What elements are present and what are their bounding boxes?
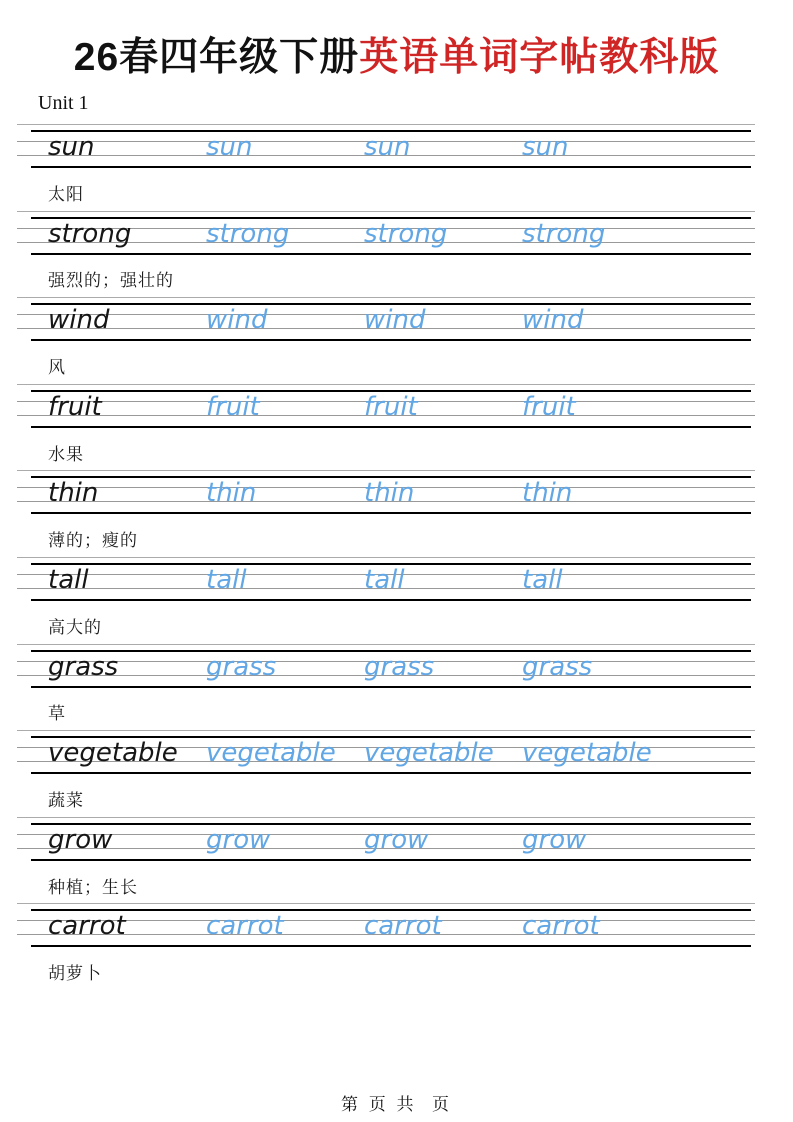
trace-word-3: fruit — [522, 391, 576, 422]
trace-word-1: grass — [206, 651, 277, 682]
trace-word-3: carrot — [522, 911, 600, 942]
trace-word-2: carrot — [364, 911, 442, 942]
guide-line-upper — [17, 470, 755, 471]
trace-word-2: strong — [364, 218, 448, 249]
guide-line-upper — [17, 211, 755, 212]
practice-row — [48, 650, 751, 688]
practice-row — [48, 476, 751, 514]
trace-word-3: grass — [522, 651, 593, 682]
word-block — [31, 303, 751, 390]
trace-word-3: strong — [522, 218, 606, 249]
word-meaning: 水果 — [48, 444, 84, 465]
trace-word-3: wind — [522, 305, 584, 336]
practice-word: wind — [48, 305, 110, 336]
practice-row — [48, 217, 751, 255]
word-block — [31, 736, 751, 823]
word-block — [31, 476, 751, 563]
writing-guide — [31, 217, 751, 255]
trace-word-3: grow — [522, 824, 587, 855]
trace-word-2: tall — [364, 564, 405, 595]
practice-word: tall — [48, 564, 89, 595]
trace-word-1: grow — [206, 824, 271, 855]
writing-guide — [31, 476, 751, 514]
guide-line-upper — [17, 297, 755, 298]
word-practice-sheet — [31, 130, 751, 996]
page-footer: 第 页 共 页 — [341, 1095, 452, 1114]
practice-row — [48, 130, 751, 168]
word-block — [31, 823, 751, 910]
guide-line-upper — [17, 903, 755, 904]
trace-word-2: grass — [364, 651, 435, 682]
practice-word: thin — [48, 478, 99, 509]
trace-word-1: vegetable — [206, 738, 336, 769]
practice-row — [48, 823, 751, 861]
word-block — [31, 390, 751, 477]
trace-word-3: sun — [522, 132, 569, 162]
practice-word: vegetable — [48, 738, 178, 769]
word-block — [31, 650, 751, 737]
practice-word: grow — [48, 824, 113, 855]
word-meaning: 强烈的；强壮的 — [48, 271, 174, 292]
trace-word-3: thin — [522, 478, 573, 509]
practice-row — [48, 736, 751, 774]
trace-word-1: sun — [206, 132, 253, 162]
word-meaning: 蔬菜 — [48, 790, 84, 811]
word-meaning: 薄的；瘦的 — [48, 531, 138, 552]
word-block — [31, 909, 751, 996]
trace-word-2: sun — [364, 132, 411, 162]
page-title — [0, 26, 793, 82]
word-meaning: 风 — [48, 357, 66, 378]
word-meaning: 胡萝卜 — [48, 964, 102, 985]
title-red-part: 英语单词字帖教科版 — [359, 36, 720, 79]
writing-guide — [31, 563, 751, 601]
trace-word-3: vegetable — [522, 738, 652, 769]
trace-word-2: wind — [364, 305, 426, 336]
practice-row — [48, 303, 751, 341]
title-black-part: 26春四年级下册 — [73, 36, 360, 79]
practice-word: carrot — [48, 911, 126, 942]
trace-word-2: grow — [364, 824, 429, 855]
practice-row — [48, 563, 751, 601]
writing-guide — [31, 390, 751, 428]
writing-guide — [31, 823, 751, 861]
practice-word: grass — [48, 651, 119, 682]
practice-word: fruit — [48, 391, 102, 422]
writing-guide — [31, 303, 751, 341]
guide-line-upper — [17, 557, 755, 558]
word-block — [31, 217, 751, 304]
word-block — [31, 563, 751, 650]
practice-row — [48, 909, 751, 947]
writing-guide — [31, 130, 751, 168]
unit-label: Unit 1 — [38, 92, 89, 114]
guide-line-upper — [17, 730, 755, 731]
trace-word-2: vegetable — [364, 738, 494, 769]
trace-word-3: tall — [522, 564, 563, 595]
word-block — [31, 130, 751, 217]
trace-word-1: strong — [206, 218, 290, 249]
practice-word: sun — [48, 132, 95, 162]
word-meaning: 太阳 — [48, 184, 84, 205]
guide-line-upper — [17, 384, 755, 385]
trace-word-1: tall — [206, 564, 247, 595]
writing-guide — [31, 909, 751, 947]
trace-word-1: wind — [206, 305, 268, 336]
writing-guide — [31, 650, 751, 688]
practice-word: strong — [48, 218, 132, 249]
word-meaning: 草 — [48, 704, 66, 725]
trace-word-2: thin — [364, 478, 415, 509]
trace-word-1: thin — [206, 478, 257, 509]
word-meaning: 高大的 — [48, 617, 102, 638]
guide-line-upper — [17, 644, 755, 645]
guide-line-upper — [17, 124, 755, 125]
trace-word-1: carrot — [206, 911, 284, 942]
trace-word-2: fruit — [364, 391, 418, 422]
practice-row — [48, 390, 751, 428]
guide-line-upper — [17, 817, 755, 818]
writing-guide — [31, 736, 751, 774]
word-meaning: 种植；生长 — [48, 877, 138, 898]
trace-word-1: fruit — [206, 391, 260, 422]
